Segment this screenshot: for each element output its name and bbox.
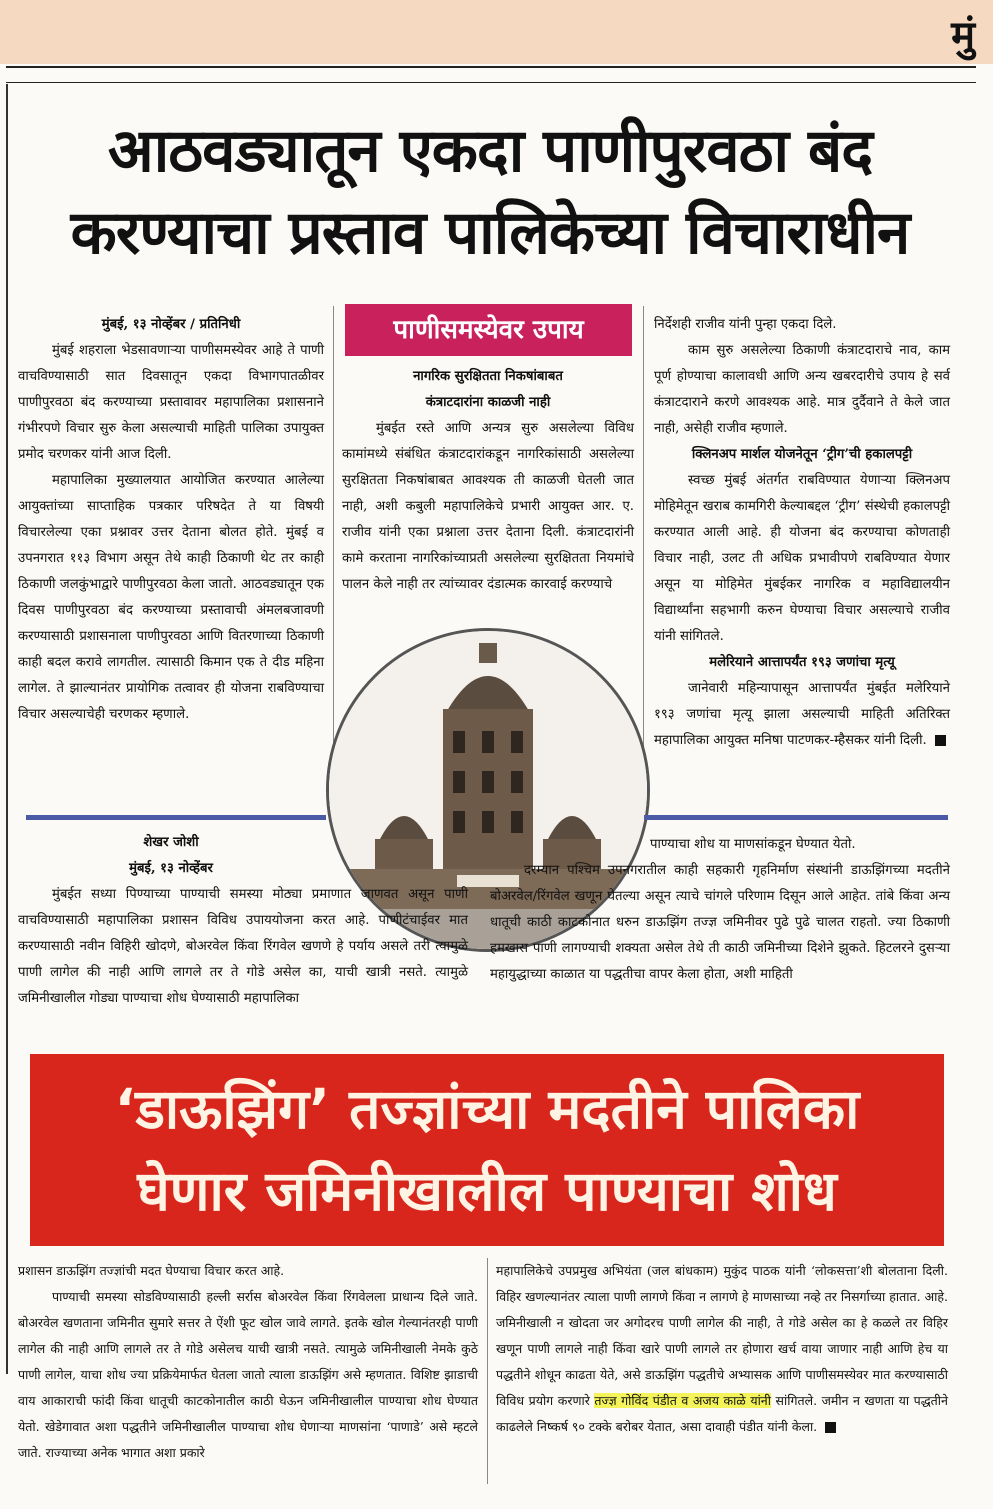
bottom-right-column (496, 1258, 948, 1440)
masthead: मुं (951, 12, 975, 59)
top-color-strip (0, 0, 993, 64)
box-title: पाणीसमस्येवर उपाय (345, 304, 632, 356)
story2-right-text (490, 832, 950, 988)
bottom-paragraph (496, 1258, 948, 1440)
column-rule (643, 306, 644, 806)
right-column (654, 312, 950, 754)
end-mark (935, 735, 946, 746)
bottom-left-column (18, 1258, 478, 1466)
right-paragraph: स्वच्छ मुंबई अंतर्गत राबविण्यात येणाऱ्या क्लिनअप मोहिमेतून खराब कामगिरी केल्याबद्दल ‘ट्रीग’ संस्थेची हकालपट्टी करण्यात आली आहे. ही योजना बंद करण्याचा कोणताही विचार नाही, उलट ती अधिक प्रभावीपणे राबविण्यात येणार असून या मोहिमेत मुंबईकर नागरिक व महाविद्यालयीन विद्यार्थ्यांना सहभागी करुन घेण्याचा विचार असल्याचे राजीव यांनी सांगितले. (654, 473, 950, 644)
bottom-right-text: सांगितले. जमीन न खणता या पद्धतीने काढलेले निष्कर्ष ९० टक्के बरोबर येतात, असा दावाही पंडीत यांनी केला. (496, 1393, 948, 1434)
right-paragraph-text: जानेवारी महिन्यापासून आत्तापर्यंत मुंबईत मलेरियाने १९३ जणांचा मृत्यू झाला असल्याची माहिती अतिरिक्त महापालिका आयुक्त मनिषा पाटणकर-म्हैसकर यांनी दिली. (654, 681, 950, 748)
highlighted-experts: तज्ज्ञ गोविंद पंडीत व अजय काळे यांनी (594, 1393, 771, 1408)
story2-left-text (18, 882, 468, 1012)
story1-byline: मुंबई, १३ नोव्हेंबर / प्रतिनिधी (101, 317, 241, 332)
headline-line1: आठवड्यातून एकदा पाणीपुरवठा बंद (107, 116, 873, 186)
story2-paragraph: मुंबईत सध्या पिण्याच्या पाण्याची समस्या मोठ्या प्रमाणात जाणवत असून पाणी वाचविण्यासाठी महापालिका प्रशासन विविध उपाययोजना करत आहे. पाणीटंचाईवर मात करण्यासाठी नवीन विहिरी खोदणे, बोअरवेल किंवा रिंगवेल खणणे हे पर्याय असले तरी त्यामुळे पाणी लागेल की नाही आणि लागले तर ते गोडे असेल का, याची खात्री नसते. त्यामुळे जमिनीखालील गोड्या पाण्याचा शोध घेण्यासाठी महापालिका (18, 887, 468, 1006)
bottom-paragraph: पाण्याची समस्या सोडविण्यासाठी हल्ली सर्रास बोअरवेल किंवा रिंगवेलला प्राधान्य दिले जाते. बोअरवेल खणताना जमिनीत सुमारे सत्तर ते ऐंशी फूट खोल जावे लागते. इतके खोल गेल्यानंतरही पाणी लागेल की नाही आणि लागले तर ते गोडे असेलच याची खात्री नसते. त्यामुळे जमिनीखाली नेमके कुठे पाणी लागेल, याचा शोध ज्या प्रक्रियेमार्फत घेतला जातो त्याला डाऊझिंग असे म्हणतात. विशिष्ट झाडाची वाय आकाराची फांदी किंवा धातूची काटकोनातील काठी घेऊन जमिनीखालील पाण्याचा शोध घेण्यात येतो. खेडेगावात अशा पद्धतीने जमिनीखालील पाण्याचा शोध घेणाऱ्या माणसांना ‘पाणाडे’ असे म्हटले जाते. राज्याच्या अनेक भागात अशा प्रकारे (18, 1289, 478, 1460)
end-mark (825, 1422, 836, 1433)
right-paragraph: निर्देशही राजीव यांनी पुन्हा एकदा दिले. (654, 317, 837, 332)
section-bar (644, 815, 948, 820)
bottom-paragraph: प्रशासन डाऊझिंग तज्ज्ञांची मदत घेण्याचा विचार करत आहे. (18, 1263, 285, 1278)
box-subhead: नागरिक सुरक्षितता निकषांबाबत (413, 369, 563, 384)
left-frame-rule (6, 84, 8, 1374)
top-rule (6, 66, 976, 68)
box-paragraph: मुंबईत रस्ते आणि अन्यत्र सुरु असलेल्या विविध कामांमध्ये संबंधित कंत्राटदारांकडून नागरिकांसाठी असलेल्या सुरक्षितता निकषांबाबत आवश्यक ती काळजी घेतली जात नाही, अशी कबुली महापालिकेचे प्रभारी आयुक्त आर. ए. राजीव यांनी एका प्रश्नाला उत्तर देताना दिली. कंत्राटदारांनी कामे करताना नागरिकांच्याप्रती असलेल्या सुरक्षितता नियमांचे पालन केले नाही तर त्यांच्यावर दंडात्मक कारवाई करण्याचे (342, 421, 634, 592)
story2-paragraph: दरम्यान पश्चिम उपनगरातील काही सहकारी गृहनिर्माण संस्थांनी डाऊझिंगच्या मदतीने बोअरवेल/रिंगवेल खणून घेतल्या असून त्याचे चांगले परिणाम दिसून आले आहेत. तांबे किंवा अन्य धातूची काठी काटकोनात धरुन डाऊझिंग तज्ज्ञ जमिनीवर पुढे पुढे चालत राहतो. ज्या ठिकाणी हमखास पाणी लागण्याची शक्यता असेल तेथे ती काठी जमिनीच्या दिशेने झुकते. हिटलरने दुसऱ्या महायुद्धाच्या काळात या पद्धतीचा वापर केला होता, अशी माहिती (490, 863, 950, 982)
story2-header (18, 830, 324, 882)
headline-line2: करण्याचा प्रस्ताव पालिकेच्या विचाराधीन (70, 198, 910, 268)
right-paragraph: काम सुरु असलेल्या ठिकाणी कंत्राटदाराचे नाव, काम पूर्ण होण्याचा कालावधी आणि अन्य खबरदारीचे उपाय हे सर्व कंत्राटदाराने करणे आवश्यक आहे. मात्र दुर्दैवाने ते केले जात नाही, असेही राजीव म्हणाले. (654, 343, 950, 436)
box-subhead: कंत्राटदारांना काळजी नाही (425, 395, 551, 410)
column-rule (333, 306, 334, 806)
story1-paragraph: महापालिका मुख्यालयात आयोजित करण्यात आलेल्या आयुक्तांच्या साप्ताहिक पत्रकार परिषदेत ते या विषयी विचारलेल्या एका प्रश्नावर उत्तर देताना बोलत होते. मुंबई व उपनगरात ११३ विभाग असून तेथे काही ठिकाणी थेट तर काही ठिकाणी जलकुंभाद्वारे पाणीपुरवठा केला जातो. आठवड्यातून एक दिवस पाणीपुरवठा बंद करण्याच्या प्रस्तावाची अंमलबजावणी करण्यासाठी प्रशासनाला पाणीपुरवठा आणि वितरणाच्या ठिकाणी काही बदल करावे लागतील. त्यासाठी किमान एक ते दीड महिना लागेल. ते झाल्यानंतर प्रायोगिक तत्वावर ही योजना राबविण्याचा विचार असल्याचेही चरणकर म्हणाले. (18, 473, 324, 722)
story1-column (18, 312, 324, 728)
right-subhead: मलेरियाने आत्तापर्यंत १९३ जणांचा मृत्यू (709, 655, 895, 670)
banner-headline (30, 1054, 944, 1246)
right-subhead: क्लिनअप मार्शल योजनेतून ‘ट्रीग’ची हकालपट्टी (691, 447, 913, 462)
banner-line2: घेणार जमिनीखालील पाण्याचा शोध (137, 1159, 837, 1223)
banner-line1: ‘डाऊझिंग’ तज्ज्ञांच्या मदतीने पालिका (114, 1077, 860, 1141)
section-bar (26, 815, 326, 820)
story2-paragraph: पाण्याचा शोध या माणसांकडून घेण्यात येतो. (650, 837, 856, 852)
main-headline (20, 110, 960, 274)
column-rule (487, 1258, 488, 1484)
right-paragraph (654, 676, 950, 754)
story2-dateline: मुंबई, १३ नोव्हेंबर (129, 861, 213, 876)
story1-paragraph: मुंबई शहराला भेडसावणाऱ्या पाणीसमस्येवर आहे ते पाणी वाचविण्यासाठी सात दिवसातून एकदा विभागपातळीवर पाणीपुरवठा बंद करण्याच्या प्रस्तावावर महापालिका प्रशासनाने गंभीरपणे विचार सुरु केला असल्याची माहिती पालिका उपायुक्त प्रमोद चरणकर यांनी आज दिली. (18, 343, 324, 462)
top-rule-thin (6, 82, 976, 83)
bottom-right-text: महापालिकेचे उपप्रमुख अभियंता (जल बांधकाम) मुकुंद पाठक यांनी ‘लोकसत्ता’शी बोलताना दिली. विहिर खणल्यानंतर त्याला पाणी लागणे किंवा न लागणे हे माणसाच्या नव्हे तर निसर्गाच्या हातात. आहे. जमिनीखाली न खोदता जर अगोदरच पाणी लागेल की नाही, ते गोडे असेल का हे कळले तर विहिर खणून पाणी लागले नाही किंवा खारे पाणी लागले तर होणारा खर्च वाया जाणार नाही आणि हेच या पद्धतीने शोधून काढता येते, असे डाऊझिंग पद्धतीचे अभ्यासक आणि पाणीसमस्येवर मात करण्यासाठी विविध प्रयोग करणारे (496, 1263, 948, 1408)
box-column (342, 364, 634, 598)
story2-author: शेखर जोशी (143, 835, 199, 850)
